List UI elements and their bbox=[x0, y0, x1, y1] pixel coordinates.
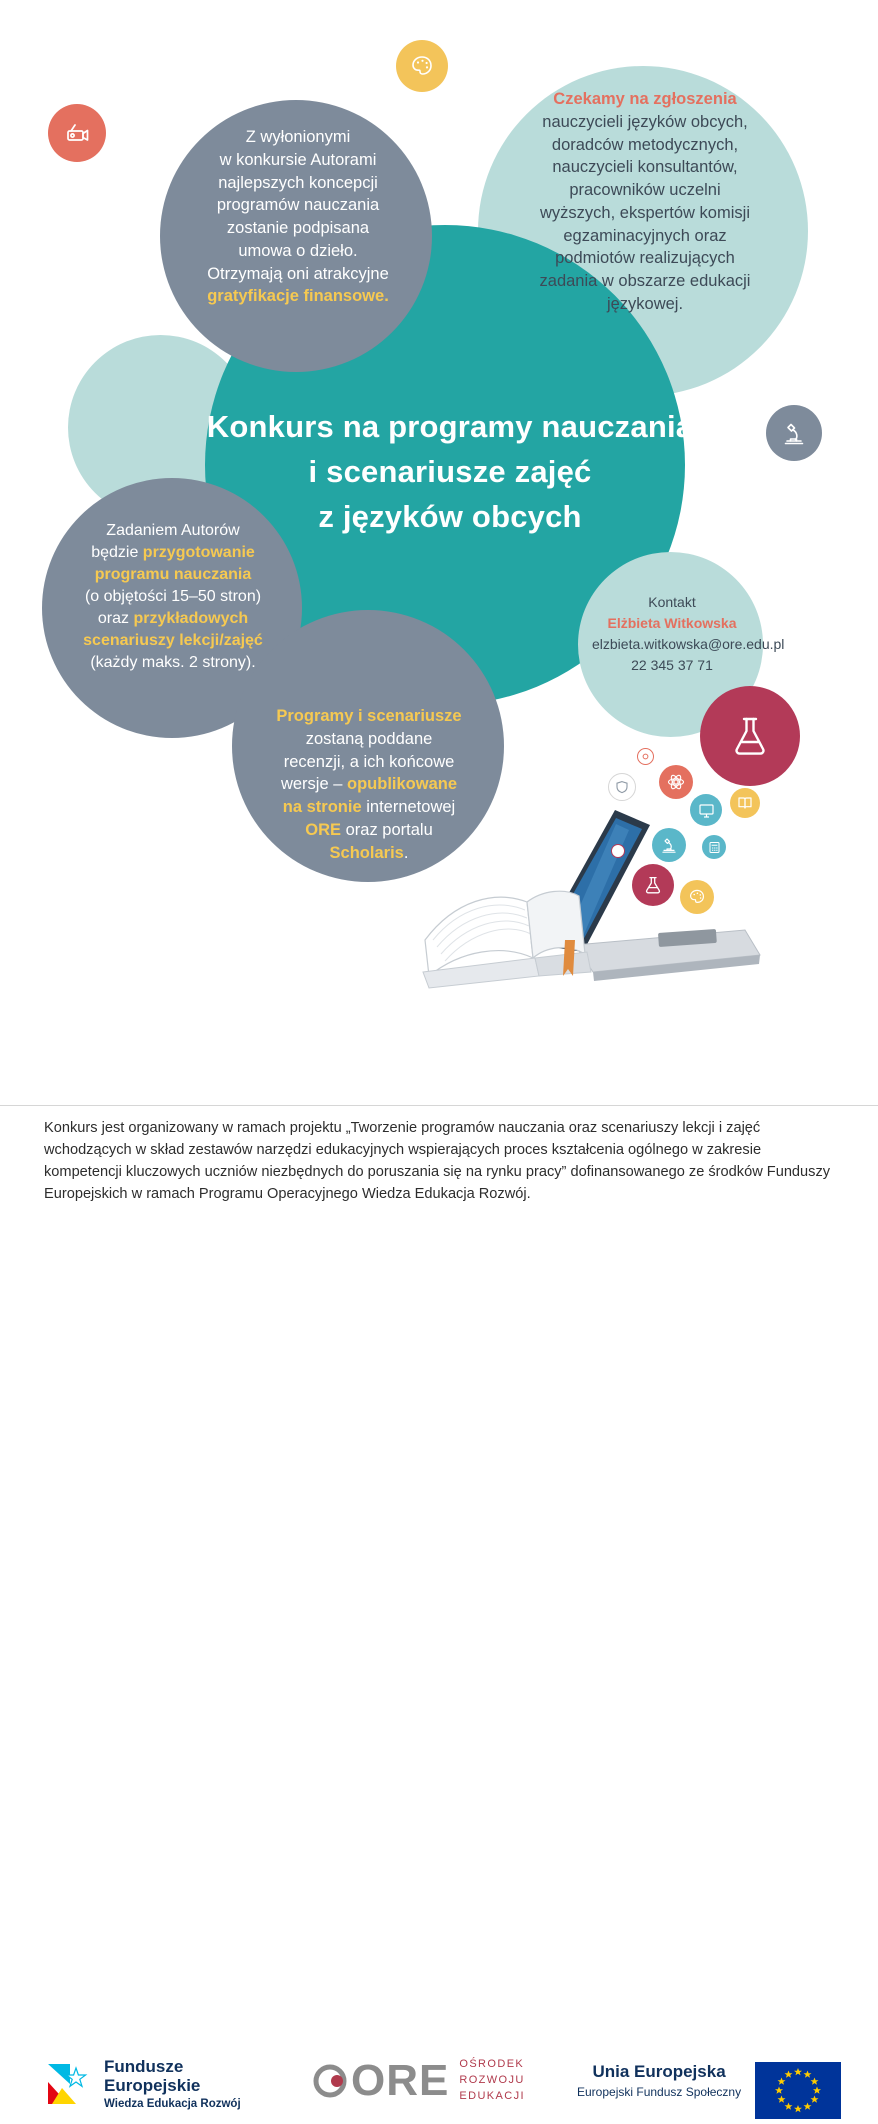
authors-contract-l7: Otrzymają oni atrakcyjne bbox=[207, 264, 389, 283]
shield-icon bbox=[608, 773, 636, 801]
atom-icon bbox=[659, 765, 693, 799]
review-hl4: ORE bbox=[305, 820, 342, 839]
call-highlight: Czekamy na zgłoszenia bbox=[553, 90, 737, 108]
ore-subtitle bbox=[459, 2057, 525, 2105]
eu-line-2: Europejski Fundusz Społeczny bbox=[577, 2085, 742, 2099]
dots-icon bbox=[637, 748, 654, 765]
flask-icon bbox=[632, 864, 674, 906]
authors-contract-l5: zostanie podpisana bbox=[226, 219, 370, 238]
task-hl1: przygotowanie bbox=[142, 544, 255, 562]
task-hl2: programu nauczania bbox=[94, 566, 252, 584]
contact-block bbox=[592, 592, 785, 676]
bubble-text-call-for-applications bbox=[497, 88, 793, 316]
authors-contract-l4: programów nauczania bbox=[216, 196, 380, 215]
footer-divider bbox=[0, 1105, 878, 1106]
unia-europejska-logo bbox=[577, 2062, 841, 2119]
fe-mark-icon bbox=[46, 2060, 94, 2108]
review-p1: zostaną poddane bbox=[305, 729, 433, 748]
page-title-line-2: i scenariusze zajęć bbox=[308, 453, 592, 489]
book-laptop-illustration bbox=[415, 740, 795, 990]
call-l8: zadania w obszarze edukacji bbox=[539, 272, 751, 291]
authors-contract-l2: w konkursie Autorami bbox=[219, 150, 377, 169]
projector-icon bbox=[48, 104, 106, 162]
monitor-icon bbox=[690, 794, 722, 826]
call-l9: językowej. bbox=[606, 294, 684, 313]
task-p2: będzie bbox=[91, 544, 139, 562]
bubble-text-authors-contract bbox=[178, 126, 418, 308]
contact-name: Elżbieta Witkowska bbox=[607, 615, 737, 631]
fe-line-2: Europejskie bbox=[104, 2076, 201, 2096]
eu-flag-icon bbox=[755, 2062, 841, 2119]
microscope-icon bbox=[652, 828, 686, 862]
task-p5: (każdy maks. 2 strony). bbox=[90, 654, 256, 672]
dots-icon bbox=[611, 844, 625, 858]
ore-mark-icon bbox=[313, 2061, 347, 2101]
contact-phone: 22 345 37 71 bbox=[631, 657, 713, 673]
call-l6: egzaminacyjnych oraz bbox=[563, 226, 727, 245]
review-p6: . bbox=[403, 843, 409, 862]
eu-line-1: Unia Europejska bbox=[592, 2062, 726, 2081]
page-title-line-1: Konkurs na programy nauczania bbox=[206, 409, 694, 444]
ore-logo bbox=[313, 2057, 525, 2105]
calculator-icon bbox=[702, 835, 726, 859]
review-hl5: Scholaris bbox=[329, 843, 404, 862]
call-l3: nauczycieli konsultantów, bbox=[552, 158, 738, 177]
review-hl1: Programy i scenariusze bbox=[276, 707, 462, 725]
call-l4: pracowników uczelni bbox=[569, 181, 721, 200]
ore-wordmark: ORE bbox=[351, 2055, 450, 2105]
book-icon bbox=[730, 788, 760, 818]
fe-line-1: Fundusze bbox=[104, 2057, 184, 2076]
call-l1: nauczycieli języków obcych, bbox=[542, 112, 748, 131]
contact-label: Kontakt bbox=[648, 594, 696, 610]
review-p3: wersje – bbox=[280, 775, 343, 794]
palette-icon bbox=[396, 40, 448, 92]
task-p4: oraz bbox=[97, 610, 129, 628]
authors-contract-highlight: gratyfikacje finansowe bbox=[207, 287, 385, 306]
task-hl4: scenariuszy lekcji/zajęć bbox=[83, 632, 263, 650]
palette-icon bbox=[680, 880, 714, 914]
contact-email[interactable]: elzbieta.witkowska@ore.edu.pl bbox=[592, 636, 785, 652]
review-p5: oraz portalu bbox=[345, 820, 433, 839]
review-p4: internetowej bbox=[366, 798, 456, 817]
call-l5: wyższych, ekspertów komisji bbox=[540, 203, 750, 222]
bubble-text-task-description bbox=[52, 520, 294, 675]
call-l7: podmiotów realizujących bbox=[555, 249, 735, 268]
ore-sub-3: EDUKACJI bbox=[459, 2089, 525, 2102]
illustration-svg bbox=[415, 740, 795, 990]
authors-contract-l1: Z wyłonionymi bbox=[245, 128, 351, 146]
task-p3: (o objętości 15–50 stron) bbox=[84, 588, 262, 606]
footer-note: Konkurs jest organizowany w ramach projektu „Tworzenie programów nauczania oraz scenariuszy lekcji i zajęć wchodzących w skład zestawów narzędzi edukacyjnych wspierających proces kształcenia ogólnego w zakresie kompetencji kluczowych uczniów niezbędnych do poruszania się na rynku pracy” dofinansowanego ze środków Funduszy Europejskich w ramach Programu Operacyjnego Wiedza Edukacja Rozwój. bbox=[44, 1120, 831, 1202]
microscope-icon bbox=[766, 405, 822, 461]
authors-contract-l3: najlepszych koncepcji bbox=[218, 173, 378, 192]
ore-sub-2: ROZWOJU bbox=[459, 2073, 525, 2086]
authors-contract-l6: umowa o dzieło. bbox=[238, 241, 358, 260]
page-title-line-3: z języków obcych bbox=[318, 498, 582, 534]
review-hl2: opublikowane bbox=[347, 775, 458, 794]
authors-contract-tail: . bbox=[384, 287, 389, 306]
review-p2: recenzji, a ich końcowe bbox=[283, 752, 455, 771]
review-hl3: na stronie bbox=[282, 798, 362, 817]
task-p1: Zadaniem Autorów bbox=[106, 522, 240, 539]
call-l2: doradców metodycznych, bbox=[551, 135, 739, 154]
ore-sub-1: OŚRODEK bbox=[459, 2058, 525, 2070]
fundusze-europejskie-logo bbox=[46, 2057, 241, 2110]
task-hl3: przykładowych bbox=[133, 610, 249, 628]
fe-line-3: Wiedza Edukacja Rozwój bbox=[104, 2098, 241, 2111]
